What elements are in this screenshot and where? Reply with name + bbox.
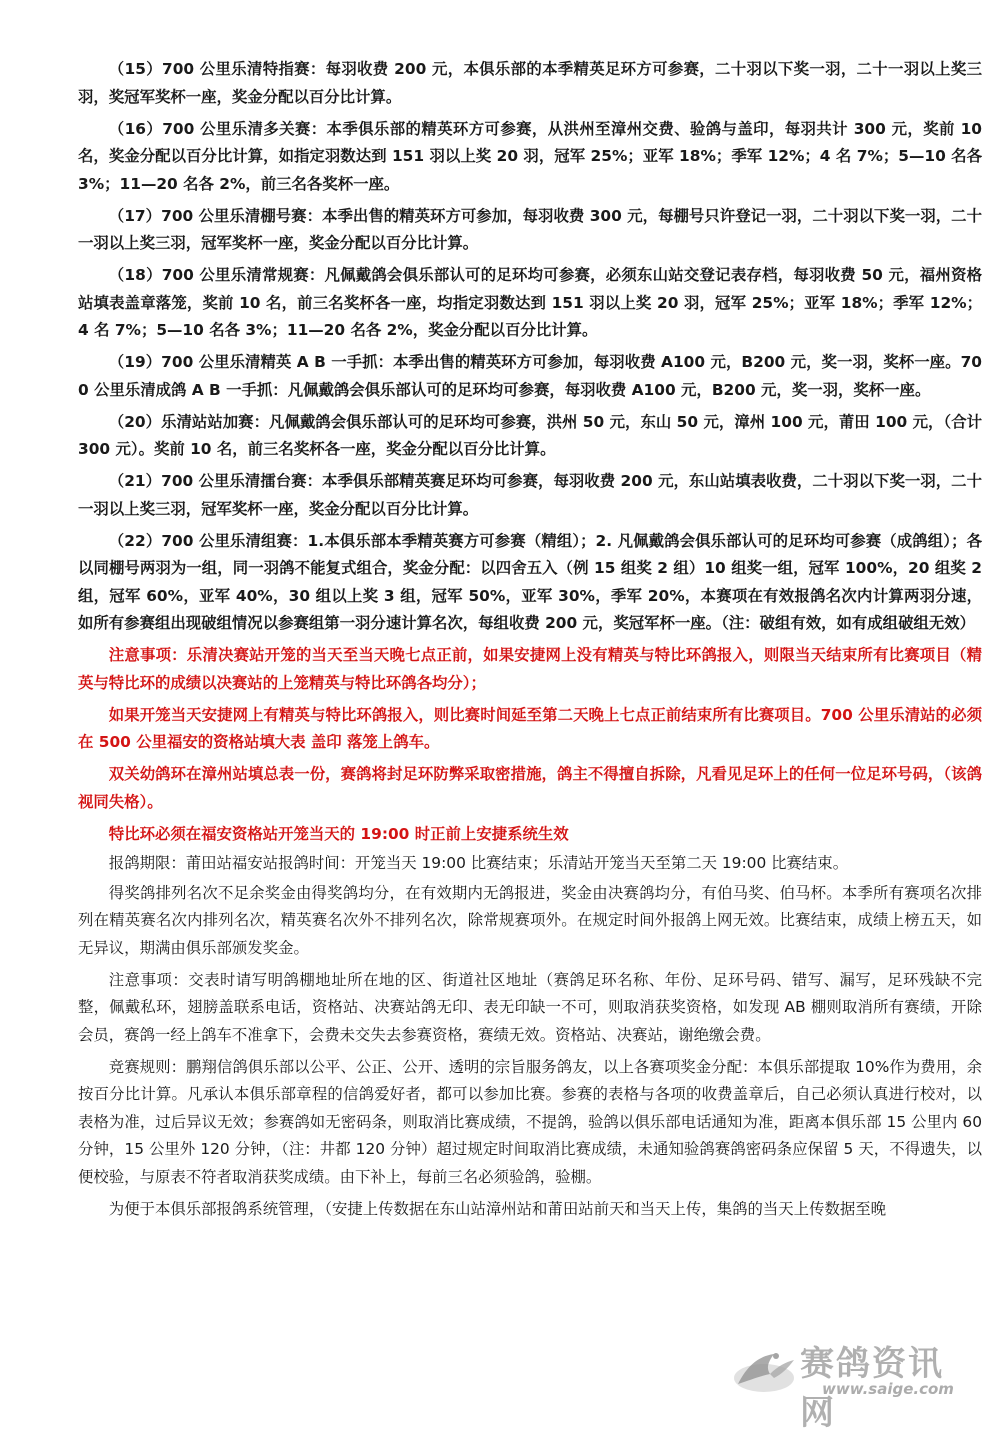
notice-special-ring: 特比环必须在福安资格站开笼当天的 19:00 时正前上安捷系统生效 bbox=[108, 824, 569, 843]
report-deadline: 报鸽期限：莆田站福安站报鸽时间：开笼当天 19:00 比赛结束；乐清站开笼当天至第二天 19:00 比赛结束。 bbox=[108, 854, 849, 872]
paragraph-22: （22）700 公里乐清组赛：1.本俱乐部本季精英赛方可参赛（精组）；2. 凡佩戴鸽会俱乐部认可的足环均可参赛（成鸽组）；各以同棚号两羽为一组，同一羽鸽不能复式组合，奖金分配：以四舍五入（例 15 组奖 2 组）10 组奖一组，冠军 100%，20 组奖 2 组，冠军 60%，亚军 40%，30 组以上奖 3 组，冠军 50%，亚军 30%，季军 20%，本赛项在有效报鸽名次内计算两羽分速，如所有参赛组出现破组情况以参赛组第一羽分速计算名次，每组收费 200 元，奖冠军杯一座。（注：破组有效，如有成组破组无效） bbox=[78, 531, 982, 632]
prize-ranking-rules: 得奖鸽排列名次不足余奖金由得奖鸽均分，在有效期内无鸽报进，奖金由决赛鸽均分，有伯马奖、伯马杯。本季所有赛项名次排列在精英赛名次内排列名次，精英赛名次外不排列名次，除常规赛项外。在规定时间外报鸽上网无效。比赛结束，成绩上榜五天，如无异议，期满由俱乐部颁发奖金。 bbox=[78, 883, 982, 957]
watermark-url: www.saige.com bbox=[822, 1380, 954, 1398]
notice-final-station: 注意事项：乐清决赛站开笼的当天至当天晚七点正前，如果安捷网上没有精英与特比环鸽报入，则限当天结束所有比赛项目（精英与特比环的成绩以决赛站的上笼精英与特比环鸽各均分）； bbox=[78, 646, 982, 692]
notice-double-ring: 双关幼鸽环在漳州站填总表一份，赛鸽将封足环防弊采取密措施，鸽主不得擅自拆除，凡看见足环上的任何一位足环号码，（该鸽视同失格）。 bbox=[78, 765, 982, 811]
competition-rules: 竞赛规则：鹏翔信鸽俱乐部以公平、公正、公开、透明的宗旨服务鸽友，以上各赛项奖金分配：本俱乐部提取 10%作为费用，余按百分比计算。凡承认本俱乐部章程的信鸽爱好者，都可以参加比赛。参赛的表格与各项的收费盖章后，自己必须认真进行校对，以表格为准，过后异议无效；参赛鸽如无密码条，则取消比赛成绩，不提鸽，验鸽以俱乐部电话通知为准，距离本俱乐部 15 公里内 60 分钟，15 公里外 120 分钟，（注：井都 120 分钟）超过规定时间取消比赛成绩，未通知验鸽赛鸽密码条应保留 5 天，不得遗失，以便校验，与原表不符者取消获奖成绩。由下补上，每前三名必须验鸽，验棚。 bbox=[78, 1057, 982, 1186]
paragraph-18: （18）700 公里乐清常规赛：凡佩戴鸽会俱乐部认可的足环均可参赛，必须东山站交登记表存档，每羽收费 50 元，福州资格站填表盖章落笼，奖前 10 名，前三名奖杯各一座，均指定羽数达到 151 羽以上奖 20 羽，冠军 25%；亚军 18%；季军 12%；4 名 7%；5—10 名各 3%；11—20 名各 2%，奖金分配以百分比计算。 bbox=[78, 266, 982, 339]
watermark-title: 赛鸽资讯网 bbox=[800, 1344, 944, 1433]
paragraph-20: （20）乐清站站加赛：凡佩戴鸽会俱乐部认可的足环均可参赛，洪州 50 元，东山 50 元，漳州 100 元，莆田 100 元，（合计 300 元）。奖前 10 名，前三名奖杯各一座，奖金分配以百分比计算。 bbox=[78, 412, 982, 458]
submission-notes: 注意事项：交表时请写明鸽棚地址所在地的区、街道社区地址（赛鸽足环名称、年份、足环号码、错写、漏写，足环残缺不完整，佩戴私环，翅膀盖联系电话，资格站、决赛站鸽无印、表无印缺一不可，则取消获奖资格，如发现 AB 棚则取消所有赛绩，开除会员，赛鸽一经上鸽车不准拿下，会费未交失去参赛资格，赛绩无效。资格站、决赛站，谢绝缴会费。 bbox=[78, 970, 982, 1044]
paragraph-16: （16）700 公里乐清多关赛：本季俱乐部的精英环方可参赛，从洪州至漳州交费、验鸽与盖印，每羽共计 300 元，奖前 10 名，奖金分配以百分比计算，如指定羽数达到 151 羽以上奖 20 羽，冠军 25%；亚军 18%；季军 12%；4 名 7%；5—10 名各 3%；11—20 名各 2%，前三名各奖杯一座。 bbox=[78, 119, 982, 193]
paragraph-19: （19）700 公里乐清精英 A B 一手抓：本季出售的精英环方可参加，每羽收费 A100 元，B200 元，奖一羽，奖杯一座。700 公里乐清成鸽 A B 一手抓：凡佩戴鸽会俱乐部认可的足环均可参赛，每羽收费 A100 元，B200 元，奖一羽，奖杯一座。 bbox=[78, 353, 982, 399]
pigeon-logo-icon bbox=[730, 1338, 798, 1404]
paragraph-21: （21）700 公里乐清擂台赛：本季俱乐部精英赛足环均可参赛，每羽收费 200 元，东山站填表收费，二十羽以下奖一羽，二十一羽以上奖三羽，冠军奖杯一座，奖金分配以百分比计算。 bbox=[78, 472, 982, 518]
paragraph-17: （17）700 公里乐清棚号赛：本季出售的精英环方可参加，每羽收费 300 元，每棚号只许登记一羽，二十羽以下奖一羽，二十一羽以上奖三羽，冠军奖杯一座，奖金分配以百分比计算。 bbox=[78, 206, 982, 252]
reporting-system-note: 为便于本俱乐部报鸽系统管理，（安捷上传数据在东山站漳州站和莆田站前天和当天上传，集鸽的当天上传数据至晚 bbox=[108, 1199, 887, 1218]
document-body bbox=[78, 56, 982, 1228]
site-watermark bbox=[730, 1332, 970, 1433]
paragraph-15: （15）700 公里乐清特指赛：每羽收费 200 元，本俱乐部的本季精英足环方可参赛，二十羽以下奖一羽，二十一羽以上奖三羽，奖冠军奖杯一座，奖金分配以百分比计算。 bbox=[78, 60, 982, 106]
notice-extension: 如果开笼当天安捷网上有精英与特比环鸽报入，则比赛时间延至第二天晚上七点正前结束所有比赛项目。700 公里乐清站的必须在 500 公里福安的资格站填大表 盖印 落笼上鸽车。 bbox=[78, 705, 982, 751]
